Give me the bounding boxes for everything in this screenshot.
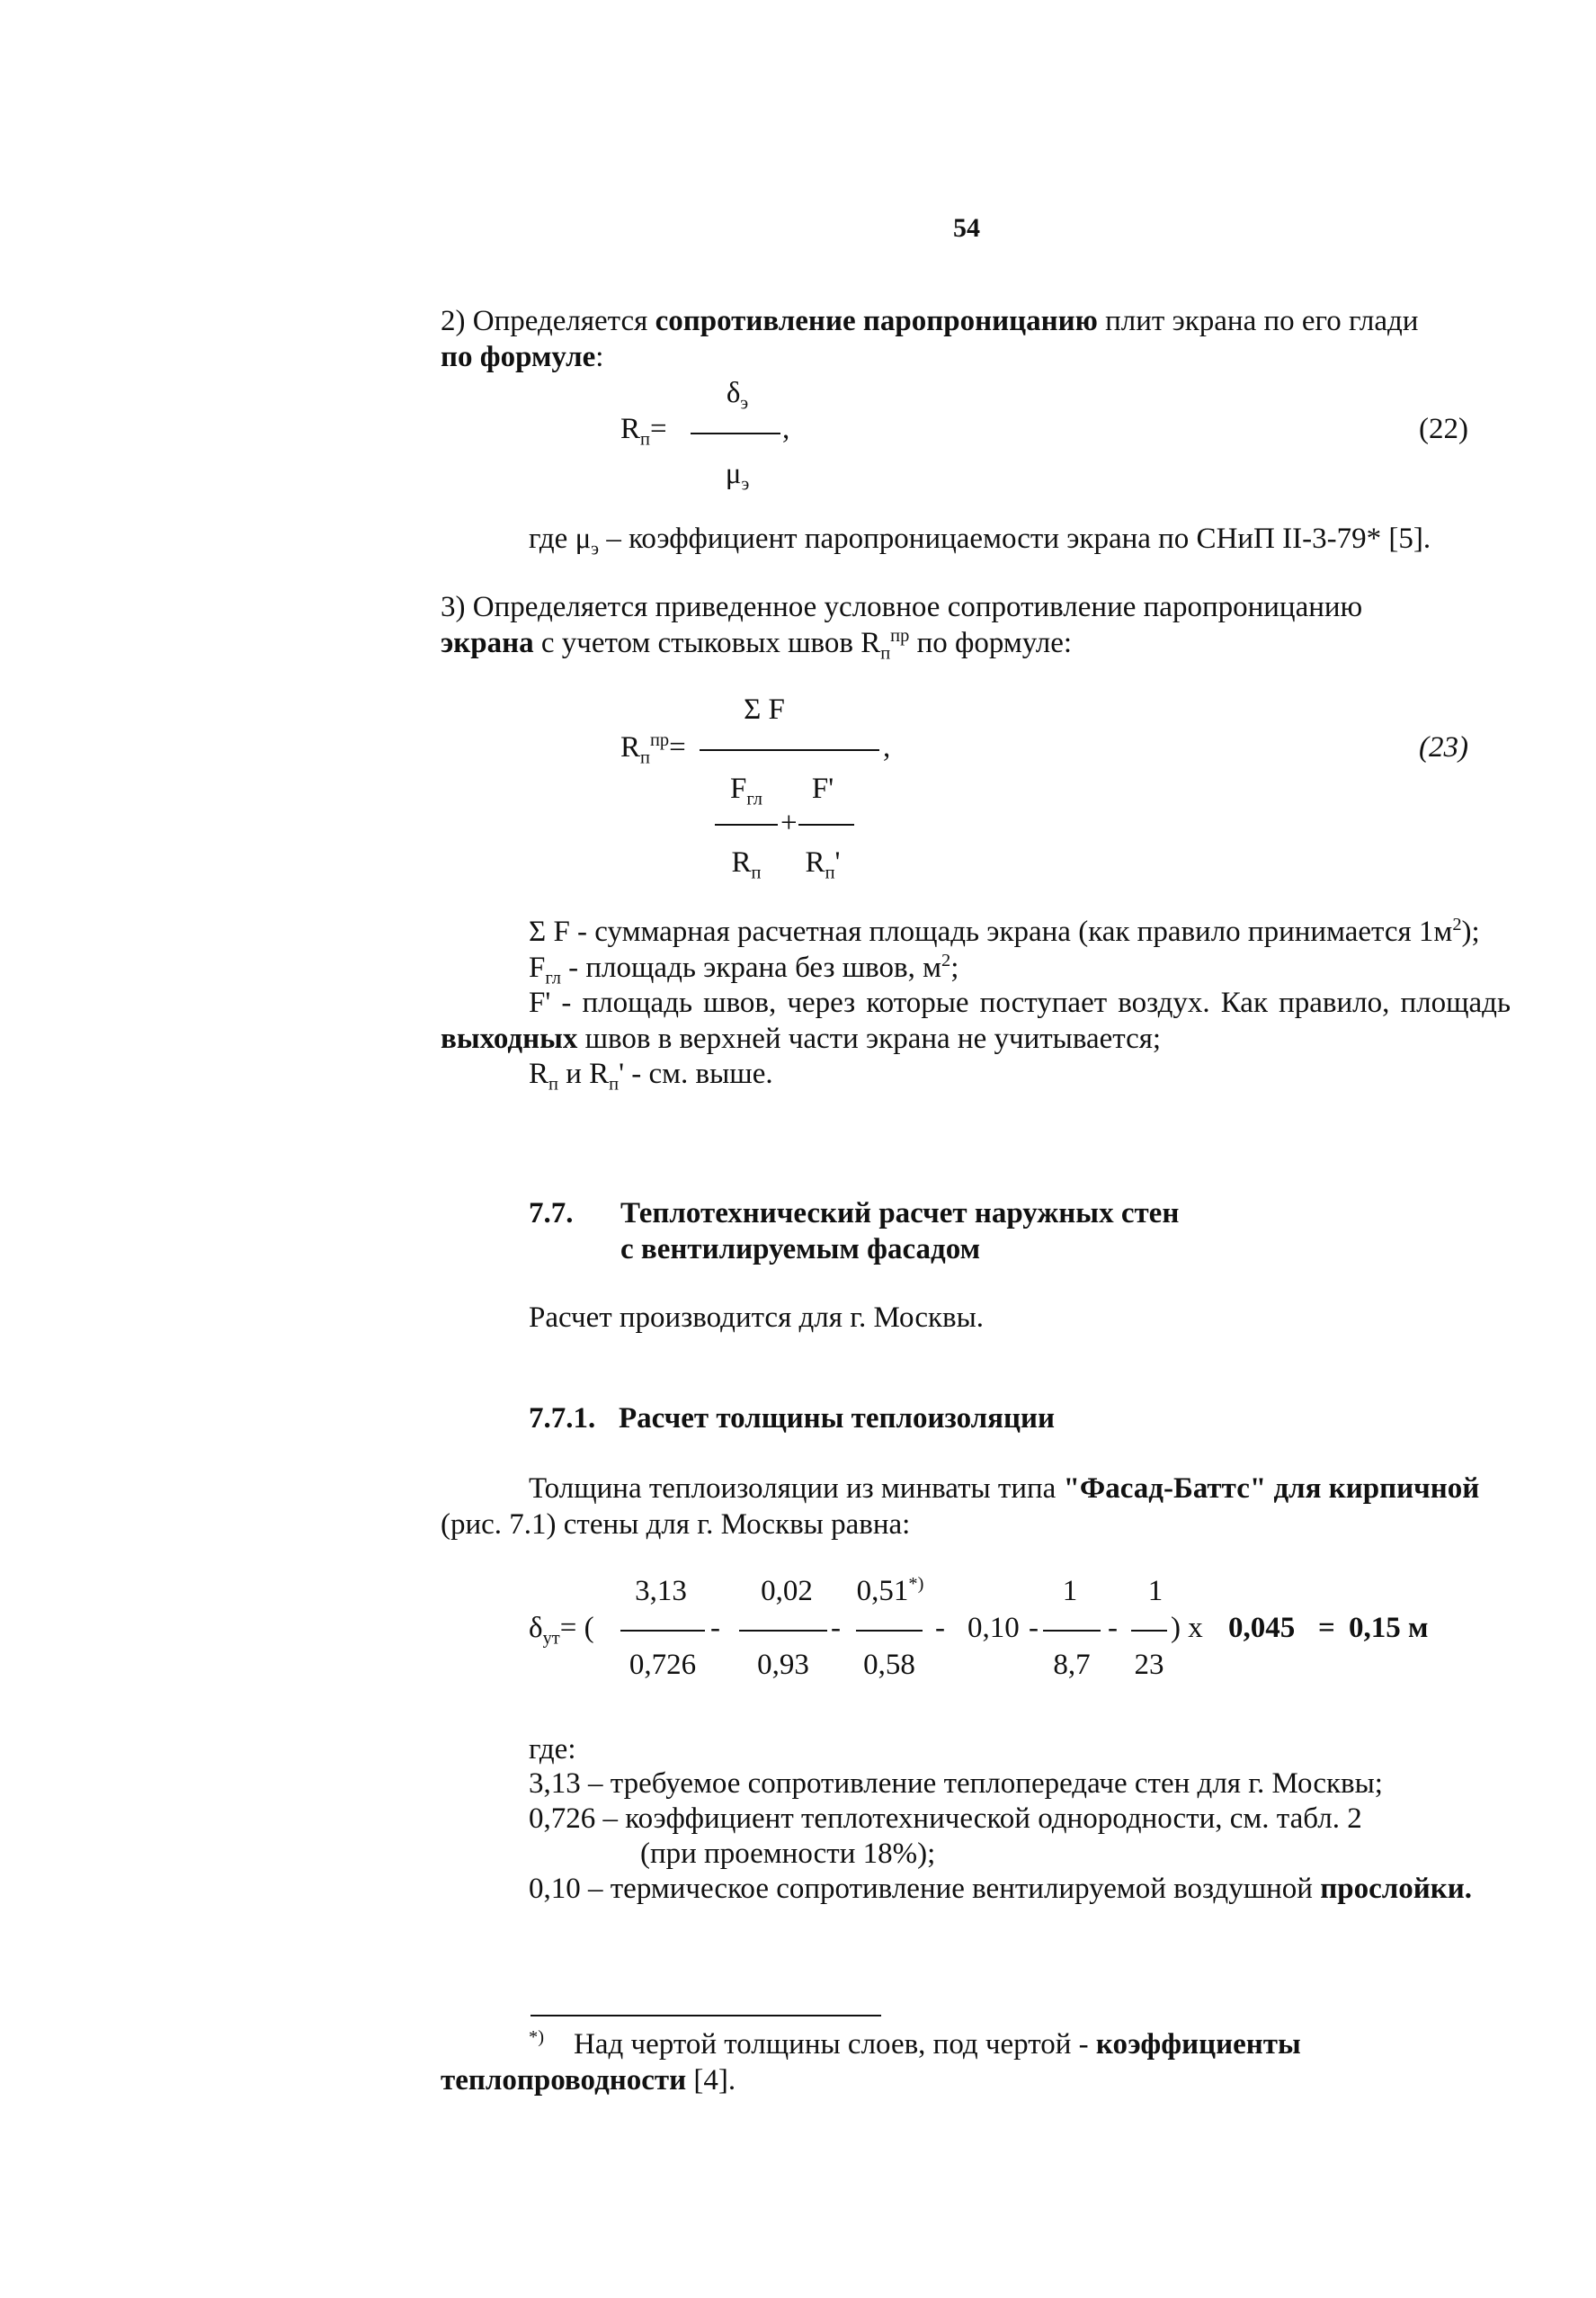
formula-result: 0,15 м: [1349, 1612, 1429, 1644]
page-number: 54: [953, 213, 980, 243]
eq22-lhs: $R_п=$: [620, 413, 667, 450]
f5-denominator: 8,7: [1053, 1649, 1091, 1681]
city-text: Расчет производится для г. Москвы.: [529, 1301, 985, 1334]
formula-equals: =: [1318, 1612, 1335, 1644]
def-f-gl: $F_{гл}$ - площадь экрана без швов, $м^2$;: [529, 950, 959, 988]
eq22-number: (22): [1419, 413, 1468, 445]
eq23-d2-numerator: F': [811, 773, 834, 805]
eq23-d1-bar: [715, 824, 778, 826]
where-item-1: 3,13 – требуемое сопротивление теплопередаче стен для г. Москвы;: [529, 1767, 1383, 1800]
where-label: где:: [529, 1733, 576, 1766]
f1-denominator: 0,726: [629, 1649, 697, 1681]
formula-minus-5: -: [1108, 1612, 1118, 1644]
formula-factor: 0,045: [1228, 1612, 1296, 1644]
footnote-rule: [531, 2015, 881, 2016]
where-item-2: 0,726 – коэффициент теплотехнической однородности, см. табл. 2: [529, 1802, 1362, 1835]
f6-numerator: 1: [1147, 1575, 1164, 1607]
f5-bar: [1043, 1630, 1101, 1632]
step2-paragraph: 2) Определяется сопротивление паропроницанию плит экрана по его глади по формуле:: [441, 305, 1419, 373]
section-7-7-1-number: 7.7.1.: [529, 1402, 596, 1435]
eq22-denominator: $\mu_э$: [725, 458, 750, 495]
eq23-number: (23): [1419, 731, 1468, 764]
f2-bar: [739, 1630, 827, 1632]
footnote: *) Над чертой толщины слоев, под чертой - коэффициенты теплопроводности [4].: [441, 2027, 1301, 2097]
footnote-mark: *): [529, 2027, 545, 2047]
f1-numerator: 3,13: [635, 1575, 687, 1607]
eq22-comma: ,: [782, 413, 790, 445]
formula-term-4: 0,10: [967, 1612, 1020, 1644]
where-mu-definition: где $\mu_э$ – коэффициент паропроницаемости экрана по СНиП II-3-79* [5].: [529, 523, 1431, 559]
f5-numerator: 1: [1062, 1575, 1078, 1607]
thickness-paragraph: Толщина теплоизоляции из минваты типа "Фасад-Баттс" для кирпичной (рис. 7.1) стены для г. Москвы равна:: [441, 1472, 1480, 1541]
eq23-d1-denominator: $R_п$: [731, 846, 762, 883]
eq23-d1-numerator: $F_{гл}$: [730, 773, 762, 809]
section-7-7-title: Теплотехнический расчет наружных стен с вентилируемым фасадом: [620, 1197, 1180, 1265]
eq23-d2-denominator: $R_п'$: [805, 846, 841, 883]
where-item-3: (при проемности 18%);: [640, 1838, 936, 1870]
def-f-prime: F' - площадь швов, через которые поступает воздух. Как правило, площадь выходных швов в верхней части экрана не учитывается;: [441, 987, 1511, 1055]
f1-bar: [620, 1630, 705, 1632]
f6-bar: [1131, 1630, 1167, 1632]
formula-lhs: $\delta_{ут}=$ (: [529, 1612, 594, 1649]
formula-minus-3: -: [935, 1612, 945, 1644]
f3-denominator: 0,58: [863, 1649, 915, 1681]
formula-minus-1: -: [710, 1612, 720, 1644]
eq23-d2-bar: [798, 824, 854, 826]
eq23-main-bar: [700, 749, 879, 751]
def-rn: $R_п$ и $R_п'$ - см. выше.: [529, 1058, 773, 1095]
step3-paragraph: 3) Определяется приведенное условное сопротивление паропроницанию экрана с учетом стыковых швов $R_п^{пр}$ по формуле:: [441, 591, 1363, 664]
f6-denominator: 23: [1134, 1649, 1164, 1681]
f3-bar: [856, 1630, 923, 1632]
eq23-lhs: $R_п^{пр}=$: [620, 730, 686, 768]
section-7-7-number: 7.7.: [529, 1197, 574, 1229]
f2-denominator: 0,93: [757, 1649, 809, 1681]
section-7-7-1-title: Расчет толщины теплоизоляции: [619, 1402, 1056, 1435]
eq22-fraction-bar: [691, 433, 780, 434]
f3-numerator: 0,51*): [856, 1574, 924, 1607]
eq22-numerator: $\delta_э$: [726, 377, 749, 414]
where-item-4: 0,10 – термическое сопротивление вентилируемой воздушной прослойки.: [529, 1873, 1473, 1905]
def-sum-f: Σ F - суммарная расчетная площадь экрана (как правило принимается $1м^2$);: [529, 915, 1480, 948]
f2-numerator: 0,02: [761, 1575, 813, 1607]
eq23-comma: ,: [883, 731, 891, 764]
formula-minus-2: -: [831, 1612, 841, 1644]
eq23-numerator: Σ F: [744, 693, 785, 726]
formula-minus-4: -: [1029, 1612, 1039, 1644]
formula-close: ) х: [1171, 1612, 1203, 1644]
eq23-plus: +: [780, 807, 798, 839]
eq23-definitions: [441, 915, 1511, 1093]
